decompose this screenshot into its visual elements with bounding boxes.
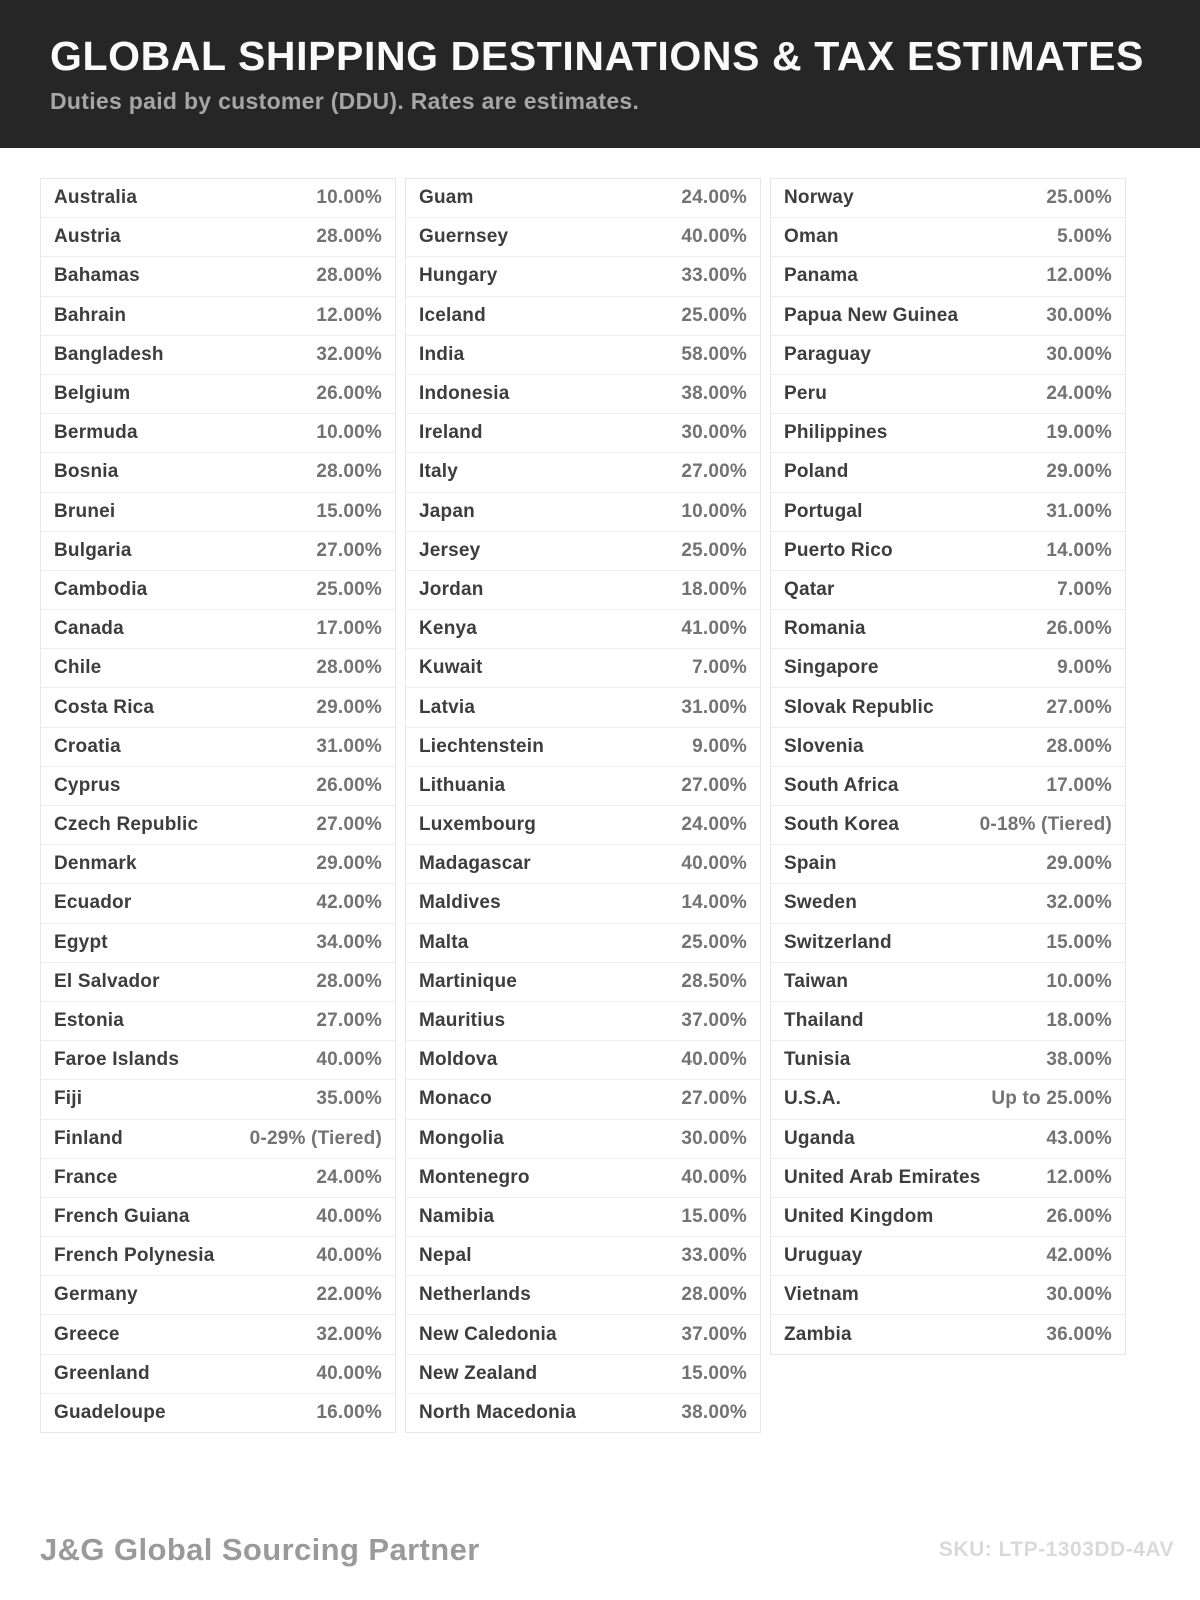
country-name: France xyxy=(54,1166,118,1188)
table-row xyxy=(41,648,395,687)
tax-rate: 28.00% xyxy=(316,970,382,992)
table-row xyxy=(406,1040,760,1079)
tax-rate: 17.00% xyxy=(1046,774,1112,796)
table-row xyxy=(406,1393,760,1432)
table-row xyxy=(406,1158,760,1197)
tax-rate: 40.00% xyxy=(316,1049,382,1071)
tax-rate: 28.50% xyxy=(681,970,747,992)
tax-rate: 28.00% xyxy=(316,265,382,287)
table-row xyxy=(406,374,760,413)
country-name: Croatia xyxy=(54,735,121,757)
table-row xyxy=(406,962,760,1001)
country-name: United Arab Emirates xyxy=(784,1166,981,1188)
country-name: Estonia xyxy=(54,1010,125,1032)
country-name: Slovenia xyxy=(784,735,864,757)
table-row xyxy=(41,727,395,766)
tax-rate: 26.00% xyxy=(1046,618,1112,640)
table-row xyxy=(41,1275,395,1314)
tax-rate: 26.00% xyxy=(316,383,382,405)
tax-rate: 37.00% xyxy=(681,1323,747,1345)
tax-rate: 32.00% xyxy=(316,343,382,365)
country-name: Portugal xyxy=(784,500,863,522)
table-row xyxy=(771,687,1125,726)
table-row xyxy=(41,452,395,491)
table-row xyxy=(406,923,760,962)
table-row xyxy=(41,1079,395,1118)
table-row xyxy=(41,923,395,962)
tax-rate: 19.00% xyxy=(1046,422,1112,444)
table-row xyxy=(771,962,1125,1001)
table-row xyxy=(771,217,1125,256)
tax-rate: 7.00% xyxy=(692,657,747,679)
tax-rate: 15.00% xyxy=(681,1362,747,1384)
table-row xyxy=(41,217,395,256)
tax-rate: 38.00% xyxy=(681,1401,747,1423)
table-row xyxy=(41,609,395,648)
table-row xyxy=(41,1119,395,1158)
table-row xyxy=(406,766,760,805)
country-name: India xyxy=(419,343,465,365)
country-name: Belgium xyxy=(54,383,131,405)
table-row xyxy=(771,648,1125,687)
table-row xyxy=(406,335,760,374)
table-row xyxy=(406,648,760,687)
table-row xyxy=(771,1001,1125,1040)
tax-rate: 40.00% xyxy=(316,1362,382,1384)
tax-rate: 40.00% xyxy=(681,853,747,875)
tax-rate: 10.00% xyxy=(316,422,382,444)
country-name: Peru xyxy=(784,383,828,405)
table-row xyxy=(771,1079,1125,1118)
country-name: Jordan xyxy=(419,578,484,600)
table-row xyxy=(771,883,1125,922)
country-name: Uganda xyxy=(784,1127,855,1149)
table-row xyxy=(771,1236,1125,1275)
country-name: Czech Republic xyxy=(54,814,199,836)
table-row xyxy=(406,687,760,726)
table-row xyxy=(406,256,760,295)
table-row xyxy=(771,335,1125,374)
tax-rate: 30.00% xyxy=(1046,1284,1112,1306)
tax-rate: 16.00% xyxy=(316,1401,382,1423)
country-name: New Caledonia xyxy=(419,1323,557,1345)
table-row xyxy=(771,413,1125,452)
table-row xyxy=(41,256,395,295)
tax-rate: 24.00% xyxy=(316,1166,382,1188)
tax-rate: 17.00% xyxy=(316,618,382,640)
table-row xyxy=(41,1236,395,1275)
tax-rate: Up to 25.00% xyxy=(991,1088,1112,1110)
country-name: New Zealand xyxy=(419,1362,538,1384)
table-row xyxy=(41,1314,395,1353)
country-name: Montenegro xyxy=(419,1166,530,1188)
page-header xyxy=(0,0,1200,148)
country-name: Hungary xyxy=(419,265,498,287)
table-row xyxy=(406,883,760,922)
table-row xyxy=(771,727,1125,766)
country-name: Ireland xyxy=(419,422,483,444)
tax-rate: 18.00% xyxy=(681,578,747,600)
tax-rate: 10.00% xyxy=(316,187,382,209)
table-row xyxy=(771,179,1125,217)
table-row xyxy=(771,923,1125,962)
tax-rate: 25.00% xyxy=(1046,187,1112,209)
country-name: Singapore xyxy=(784,657,879,679)
tax-rate: 5.00% xyxy=(1057,226,1112,248)
country-name: Guernsey xyxy=(419,226,509,248)
tax-rate: 40.00% xyxy=(681,1049,747,1071)
tax-rate: 29.00% xyxy=(316,696,382,718)
table-row xyxy=(771,844,1125,883)
tax-rate: 12.00% xyxy=(1046,1166,1112,1188)
tax-rate: 14.00% xyxy=(681,892,747,914)
tax-rate: 40.00% xyxy=(681,1166,747,1188)
tax-rate: 27.00% xyxy=(316,814,382,836)
country-name: Jersey xyxy=(419,539,481,561)
table-row xyxy=(41,570,395,609)
table-row xyxy=(771,374,1125,413)
country-name: Paraguay xyxy=(784,343,872,365)
tax-rate: 34.00% xyxy=(316,931,382,953)
table-row xyxy=(41,883,395,922)
country-name: North Macedonia xyxy=(419,1401,577,1423)
tax-rate: 10.00% xyxy=(681,500,747,522)
tax-rate: 27.00% xyxy=(316,539,382,561)
tax-rate: 10.00% xyxy=(1046,970,1112,992)
tax-rate: 15.00% xyxy=(1046,931,1112,953)
country-name: Zambia xyxy=(784,1323,852,1345)
tax-rate: 32.00% xyxy=(316,1323,382,1345)
table-row xyxy=(406,1354,760,1393)
country-name: Thailand xyxy=(784,1010,864,1032)
table-row xyxy=(771,1197,1125,1236)
tax-rate: 31.00% xyxy=(316,735,382,757)
tax-rate: 40.00% xyxy=(316,1245,382,1267)
tax-rate: 27.00% xyxy=(681,1088,747,1110)
tax-rate: 27.00% xyxy=(316,1010,382,1032)
tax-rate: 30.00% xyxy=(1046,304,1112,326)
country-name: South Korea xyxy=(784,814,900,836)
tax-rate: 9.00% xyxy=(1057,657,1112,679)
table-row xyxy=(406,296,760,335)
tax-rate: 35.00% xyxy=(316,1088,382,1110)
country-name: Kuwait xyxy=(419,657,483,679)
country-name: Netherlands xyxy=(419,1284,532,1306)
rates-table xyxy=(40,178,1200,1433)
country-name: Guadeloupe xyxy=(54,1401,166,1423)
tax-rate: 25.00% xyxy=(681,931,747,953)
country-name: Mauritius xyxy=(419,1010,506,1032)
tax-rate: 9.00% xyxy=(692,735,747,757)
table-row xyxy=(771,570,1125,609)
country-name: Vietnam xyxy=(784,1284,859,1306)
table-row xyxy=(406,805,760,844)
table-row xyxy=(41,1393,395,1432)
table-row xyxy=(41,492,395,531)
sku-label: SKU: LTP-1303DD-4AV xyxy=(938,1538,1174,1561)
country-name: Bosnia xyxy=(54,461,119,483)
table-row xyxy=(406,492,760,531)
table-row xyxy=(41,766,395,805)
country-name: Guam xyxy=(419,187,474,209)
tax-rate: 32.00% xyxy=(1046,892,1112,914)
table-row xyxy=(406,413,760,452)
tax-rate: 41.00% xyxy=(681,618,747,640)
country-name: South Africa xyxy=(784,774,899,796)
tax-rate: 7.00% xyxy=(1057,578,1112,600)
country-name: French Guiana xyxy=(54,1205,190,1227)
country-name: Liechtenstein xyxy=(419,735,545,757)
table-row xyxy=(406,570,760,609)
table-row xyxy=(406,1119,760,1158)
tax-rate: 31.00% xyxy=(1046,500,1112,522)
tax-rate: 15.00% xyxy=(316,500,382,522)
country-name: Namibia xyxy=(419,1205,495,1227)
country-name: Egypt xyxy=(54,931,108,953)
country-name: El Salvador xyxy=(54,970,160,992)
country-name: Philippines xyxy=(784,422,888,444)
page-title: GLOBAL SHIPPING DESTINATIONS & TAX ESTIMATES xyxy=(50,33,1144,79)
tax-rate: 12.00% xyxy=(1046,265,1112,287)
tax-rate: 25.00% xyxy=(316,578,382,600)
country-name: Latvia xyxy=(419,696,476,718)
table-row xyxy=(406,1275,760,1314)
tax-rate: 40.00% xyxy=(316,1205,382,1227)
country-name: Bulgaria xyxy=(54,539,132,561)
table-row xyxy=(771,452,1125,491)
country-name: French Polynesia xyxy=(54,1245,215,1267)
country-name: Germany xyxy=(54,1284,138,1306)
tax-rate: 40.00% xyxy=(681,226,747,248)
tax-rate: 29.00% xyxy=(1046,853,1112,875)
country-name: Luxembourg xyxy=(419,814,537,836)
page-subtitle: Duties paid by customer (DDU). Rates are estimates. xyxy=(50,88,640,115)
country-name: Nepal xyxy=(419,1245,472,1267)
tax-rate: 30.00% xyxy=(681,1127,747,1149)
table-row xyxy=(41,962,395,1001)
tax-rate: 37.00% xyxy=(681,1010,747,1032)
country-name: Sweden xyxy=(784,892,857,914)
country-name: Mongolia xyxy=(419,1127,504,1149)
table-row xyxy=(41,687,395,726)
country-name: Australia xyxy=(54,187,138,209)
tax-rate: 27.00% xyxy=(681,461,747,483)
table-row xyxy=(406,217,760,256)
country-name: Bahrain xyxy=(54,304,127,326)
table-row xyxy=(771,1119,1125,1158)
tax-rate: 28.00% xyxy=(316,226,382,248)
tax-rate: 28.00% xyxy=(316,657,382,679)
tax-rate: 29.00% xyxy=(1046,461,1112,483)
country-name: Bahamas xyxy=(54,265,140,287)
table-row xyxy=(406,1001,760,1040)
country-name: Indonesia xyxy=(419,383,510,405)
tax-rate: 25.00% xyxy=(681,539,747,561)
table-row xyxy=(41,374,395,413)
tax-rate: 28.00% xyxy=(1046,735,1112,757)
country-name: Puerto Rico xyxy=(784,539,893,561)
country-name: Brunei xyxy=(54,500,116,522)
country-name: Romania xyxy=(784,618,866,640)
tax-rate: 18.00% xyxy=(1046,1010,1112,1032)
tax-rate: 24.00% xyxy=(681,187,747,209)
table-row xyxy=(41,1158,395,1197)
country-name: Oman xyxy=(784,226,839,248)
table-row xyxy=(41,531,395,570)
tax-rate: 42.00% xyxy=(316,892,382,914)
tax-rate: 38.00% xyxy=(681,383,747,405)
country-name: Slovak Republic xyxy=(784,696,934,718)
country-name: Chile xyxy=(54,657,102,679)
country-name: Qatar xyxy=(784,578,835,600)
country-name: Bermuda xyxy=(54,422,138,444)
tax-rate: 26.00% xyxy=(316,774,382,796)
country-name: Lithuania xyxy=(419,774,506,796)
country-name: Italy xyxy=(419,461,459,483)
country-name: Martinique xyxy=(419,970,518,992)
rate-column-2 xyxy=(405,178,761,1433)
country-name: U.S.A. xyxy=(784,1088,842,1110)
country-name: Bangladesh xyxy=(54,343,164,365)
country-name: United Kingdom xyxy=(784,1205,934,1227)
tax-rate: 33.00% xyxy=(681,1245,747,1267)
tax-rate: 15.00% xyxy=(681,1205,747,1227)
tax-rate: 14.00% xyxy=(1046,539,1112,561)
table-row xyxy=(406,1079,760,1118)
country-name: Canada xyxy=(54,618,124,640)
tax-rate: 36.00% xyxy=(1046,1323,1112,1345)
table-row xyxy=(41,805,395,844)
table-row xyxy=(406,1197,760,1236)
tax-rate: 25.00% xyxy=(681,304,747,326)
country-name: Uruguay xyxy=(784,1245,863,1267)
table-row xyxy=(41,1354,395,1393)
country-name: Greece xyxy=(54,1323,120,1345)
table-row xyxy=(771,531,1125,570)
country-name: Japan xyxy=(419,500,475,522)
table-row xyxy=(406,452,760,491)
tax-rate: 38.00% xyxy=(1046,1049,1112,1071)
table-row xyxy=(771,492,1125,531)
country-name: Madagascar xyxy=(419,853,531,875)
tax-rate: 30.00% xyxy=(1046,343,1112,365)
table-row xyxy=(41,296,395,335)
country-name: Cyprus xyxy=(54,774,121,796)
country-name: Denmark xyxy=(54,853,137,875)
country-name: Papua New Guinea xyxy=(784,304,959,326)
page-footer xyxy=(40,1532,1174,1568)
rate-column-3 xyxy=(770,178,1126,1355)
tax-rate: 42.00% xyxy=(1046,1245,1112,1267)
country-name: Moldova xyxy=(419,1049,498,1071)
country-name: Panama xyxy=(784,265,859,287)
table-row xyxy=(406,179,760,217)
table-row xyxy=(41,1197,395,1236)
table-row xyxy=(771,805,1125,844)
table-row xyxy=(771,766,1125,805)
table-row xyxy=(771,256,1125,295)
country-name: Costa Rica xyxy=(54,696,155,718)
tax-rate: 24.00% xyxy=(681,814,747,836)
tax-rate: 22.00% xyxy=(316,1284,382,1306)
tax-rate: 26.00% xyxy=(1046,1205,1112,1227)
table-row xyxy=(41,413,395,452)
tax-rate: 30.00% xyxy=(681,422,747,444)
table-row xyxy=(406,1236,760,1275)
tax-rate: 0-29% (Tiered) xyxy=(249,1127,382,1149)
country-name: Austria xyxy=(54,226,121,248)
country-name: Kenya xyxy=(419,618,478,640)
country-name: Maldives xyxy=(419,892,501,914)
tax-rate: 43.00% xyxy=(1046,1127,1112,1149)
table-row xyxy=(41,1001,395,1040)
country-name: Taiwan xyxy=(784,970,849,992)
country-name: Iceland xyxy=(419,304,486,326)
table-row xyxy=(41,1040,395,1079)
tax-rate: 27.00% xyxy=(681,774,747,796)
table-row xyxy=(771,1040,1125,1079)
tax-rate: 58.00% xyxy=(681,343,747,365)
tax-rate: 31.00% xyxy=(681,696,747,718)
country-name: Cambodia xyxy=(54,578,148,600)
country-name: Greenland xyxy=(54,1362,150,1384)
table-row xyxy=(771,296,1125,335)
country-name: Spain xyxy=(784,853,837,875)
tax-rate: 24.00% xyxy=(1046,383,1112,405)
table-row xyxy=(771,1158,1125,1197)
rate-column-1 xyxy=(40,178,396,1433)
table-row xyxy=(406,609,760,648)
country-name: Norway xyxy=(784,187,854,209)
country-name: Malta xyxy=(419,931,469,953)
table-row xyxy=(771,1314,1125,1353)
table-row xyxy=(771,1275,1125,1314)
tax-rate: 12.00% xyxy=(316,304,382,326)
table-row xyxy=(406,727,760,766)
country-name: Finland xyxy=(54,1127,123,1149)
table-row xyxy=(41,179,395,217)
table-row xyxy=(406,1314,760,1353)
country-name: Fiji xyxy=(54,1088,83,1110)
tax-rate: 28.00% xyxy=(681,1284,747,1306)
country-name: Faroe Islands xyxy=(54,1049,180,1071)
table-row xyxy=(41,844,395,883)
country-name: Monaco xyxy=(419,1088,492,1110)
brand-name: J&G Global Sourcing Partner xyxy=(40,1532,480,1567)
table-row xyxy=(41,335,395,374)
country-name: Switzerland xyxy=(784,931,892,953)
tax-rate: 27.00% xyxy=(1046,696,1112,718)
table-row xyxy=(771,609,1125,648)
tax-rate: 33.00% xyxy=(681,265,747,287)
tax-rate: 28.00% xyxy=(316,461,382,483)
country-name: Tunisia xyxy=(784,1049,851,1071)
country-name: Ecuador xyxy=(54,892,132,914)
table-row xyxy=(406,844,760,883)
table-row xyxy=(406,531,760,570)
tax-rate: 29.00% xyxy=(316,853,382,875)
country-name: Poland xyxy=(784,461,849,483)
tax-rate: 0-18% (Tiered) xyxy=(979,814,1112,836)
